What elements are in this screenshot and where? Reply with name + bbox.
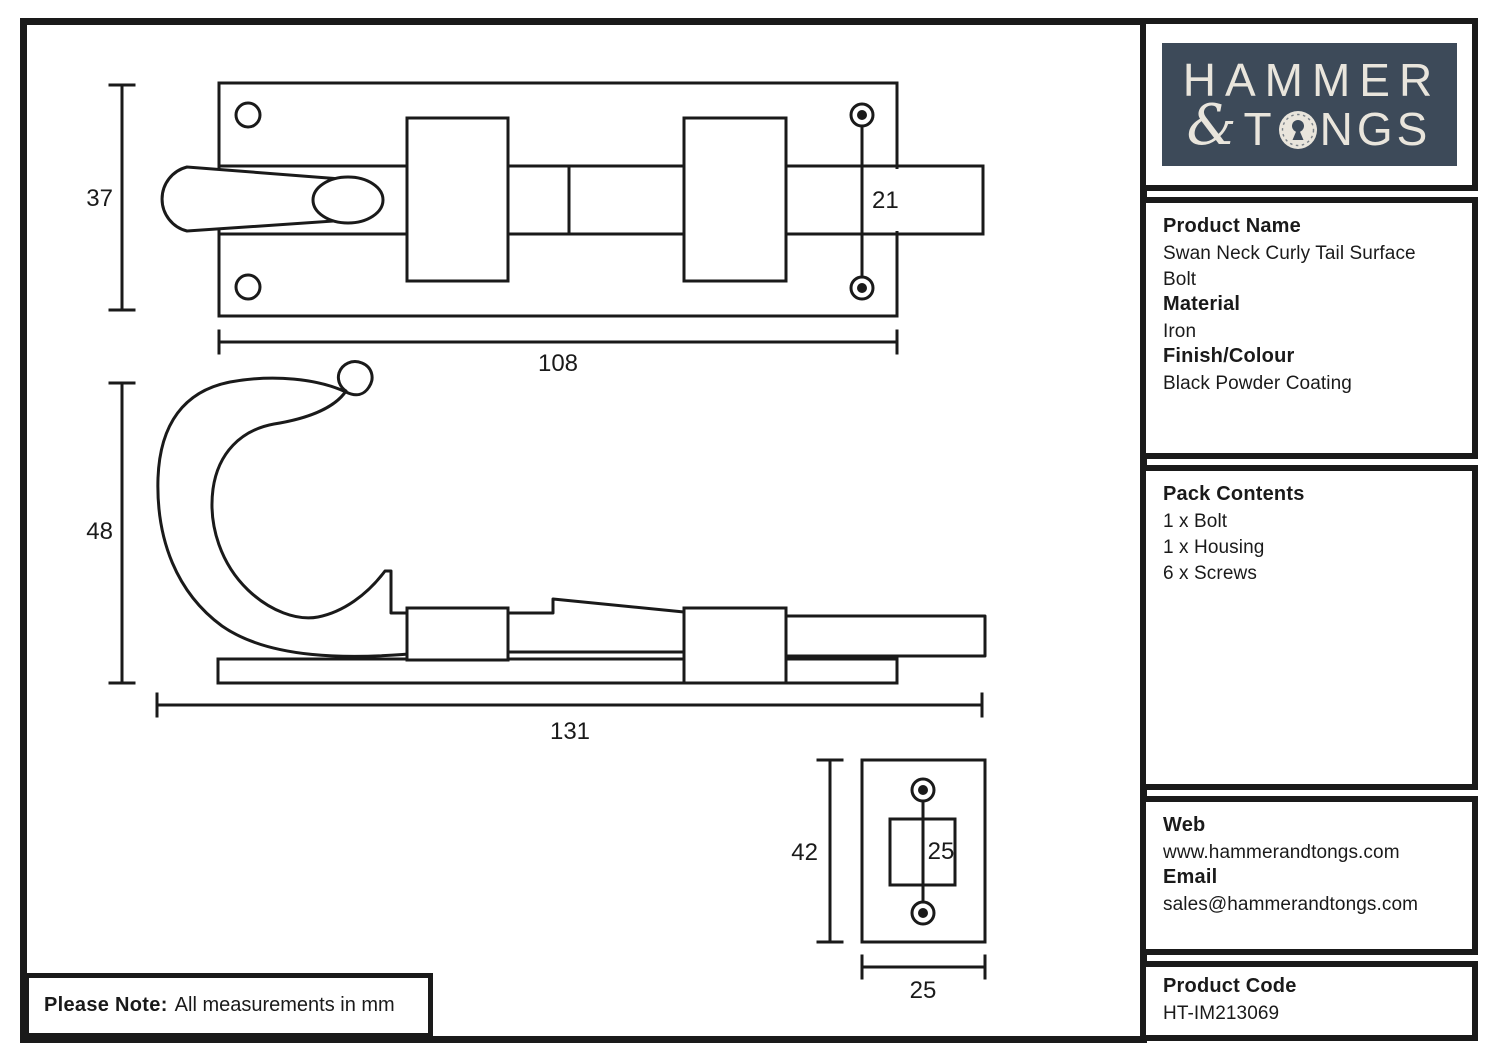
web-heading: Web: [1163, 814, 1206, 836]
dim-label-keep-cutout: 25: [927, 838, 955, 865]
material-value: Iron: [1163, 321, 1197, 342]
pack-contents-heading: Pack Contents: [1163, 483, 1305, 505]
keyhole-icon: [1277, 109, 1319, 151]
dim-overall-length: [157, 694, 982, 716]
dim-plate-width: [110, 85, 134, 310]
product-code-value: HT-IM213069: [1163, 1003, 1280, 1024]
guide-block-2-side-view: [684, 608, 786, 683]
product-code-box: [1140, 961, 1478, 1041]
finish-heading: Finish/Colour: [1163, 345, 1295, 367]
email-heading: Email: [1163, 866, 1218, 888]
pack-item: 1 x Housing: [1163, 537, 1265, 558]
pack-item: 1 x Bolt: [1163, 511, 1228, 532]
swan-neck-curl: [158, 362, 985, 657]
dim-keep-width: [862, 956, 985, 978]
product-info-box: [1140, 197, 1478, 459]
product-name-line1: Swan Neck Curly Tail Surface: [1163, 243, 1416, 264]
side-view-drawing: [110, 362, 985, 716]
guide-block-1-side-view: [407, 608, 508, 660]
dim-label-plate-length: 108: [537, 350, 579, 377]
email-address: sales@hammerandtongs.com: [1163, 894, 1419, 915]
pack-item: 6 x Screws: [1163, 563, 1257, 584]
logo-box: [1140, 18, 1478, 191]
logo-ampersand: &: [1186, 92, 1241, 158]
logo-line2-end: NGS: [1319, 102, 1432, 155]
bolt-plate-side-view: [218, 659, 897, 683]
pack-contents-box: [1140, 465, 1478, 790]
contact-box: [1140, 796, 1478, 955]
dim-label-keep-height: 42: [791, 839, 818, 866]
screw-hole: [236, 275, 260, 299]
web-url: www.hammerandtongs.com: [1163, 842, 1400, 863]
handle-top-view: [162, 167, 383, 231]
product-code-heading: Product Code: [1163, 975, 1297, 997]
guide-block-2-top-view: [684, 118, 786, 281]
hammer-and-tongs-logo: [1162, 43, 1457, 166]
measurements-note: [24, 973, 433, 1038]
logo-line2: [1186, 92, 1432, 158]
dim-label-screw-spacing: 21: [872, 187, 899, 214]
housing-view-drawing: [818, 760, 985, 978]
material-heading: Material: [1163, 293, 1241, 315]
screw-hole: [236, 103, 260, 127]
note-label: Please Note:: [44, 994, 168, 1016]
dim-handle-height: [110, 383, 134, 683]
logo-line2-start: T: [1243, 102, 1276, 155]
guide-block-1-top-view: [407, 118, 508, 281]
product-name-line2: Bolt: [1163, 269, 1197, 290]
dim-keep-height: [818, 760, 842, 942]
logo-line1: HAMMER: [1182, 53, 1442, 106]
top-view-drawing: [110, 83, 987, 353]
dim-label-handle-height: 48: [86, 518, 113, 545]
dim-label-overall-length: 131: [549, 718, 591, 745]
dim-label-plate-width: 37: [86, 185, 113, 212]
note-text: All measurements in mm: [174, 994, 395, 1016]
product-name-heading: Product Name: [1163, 215, 1301, 237]
dim-label-keep-width: 25: [909, 977, 937, 1004]
finish-value: Black Powder Coating: [1163, 373, 1352, 394]
